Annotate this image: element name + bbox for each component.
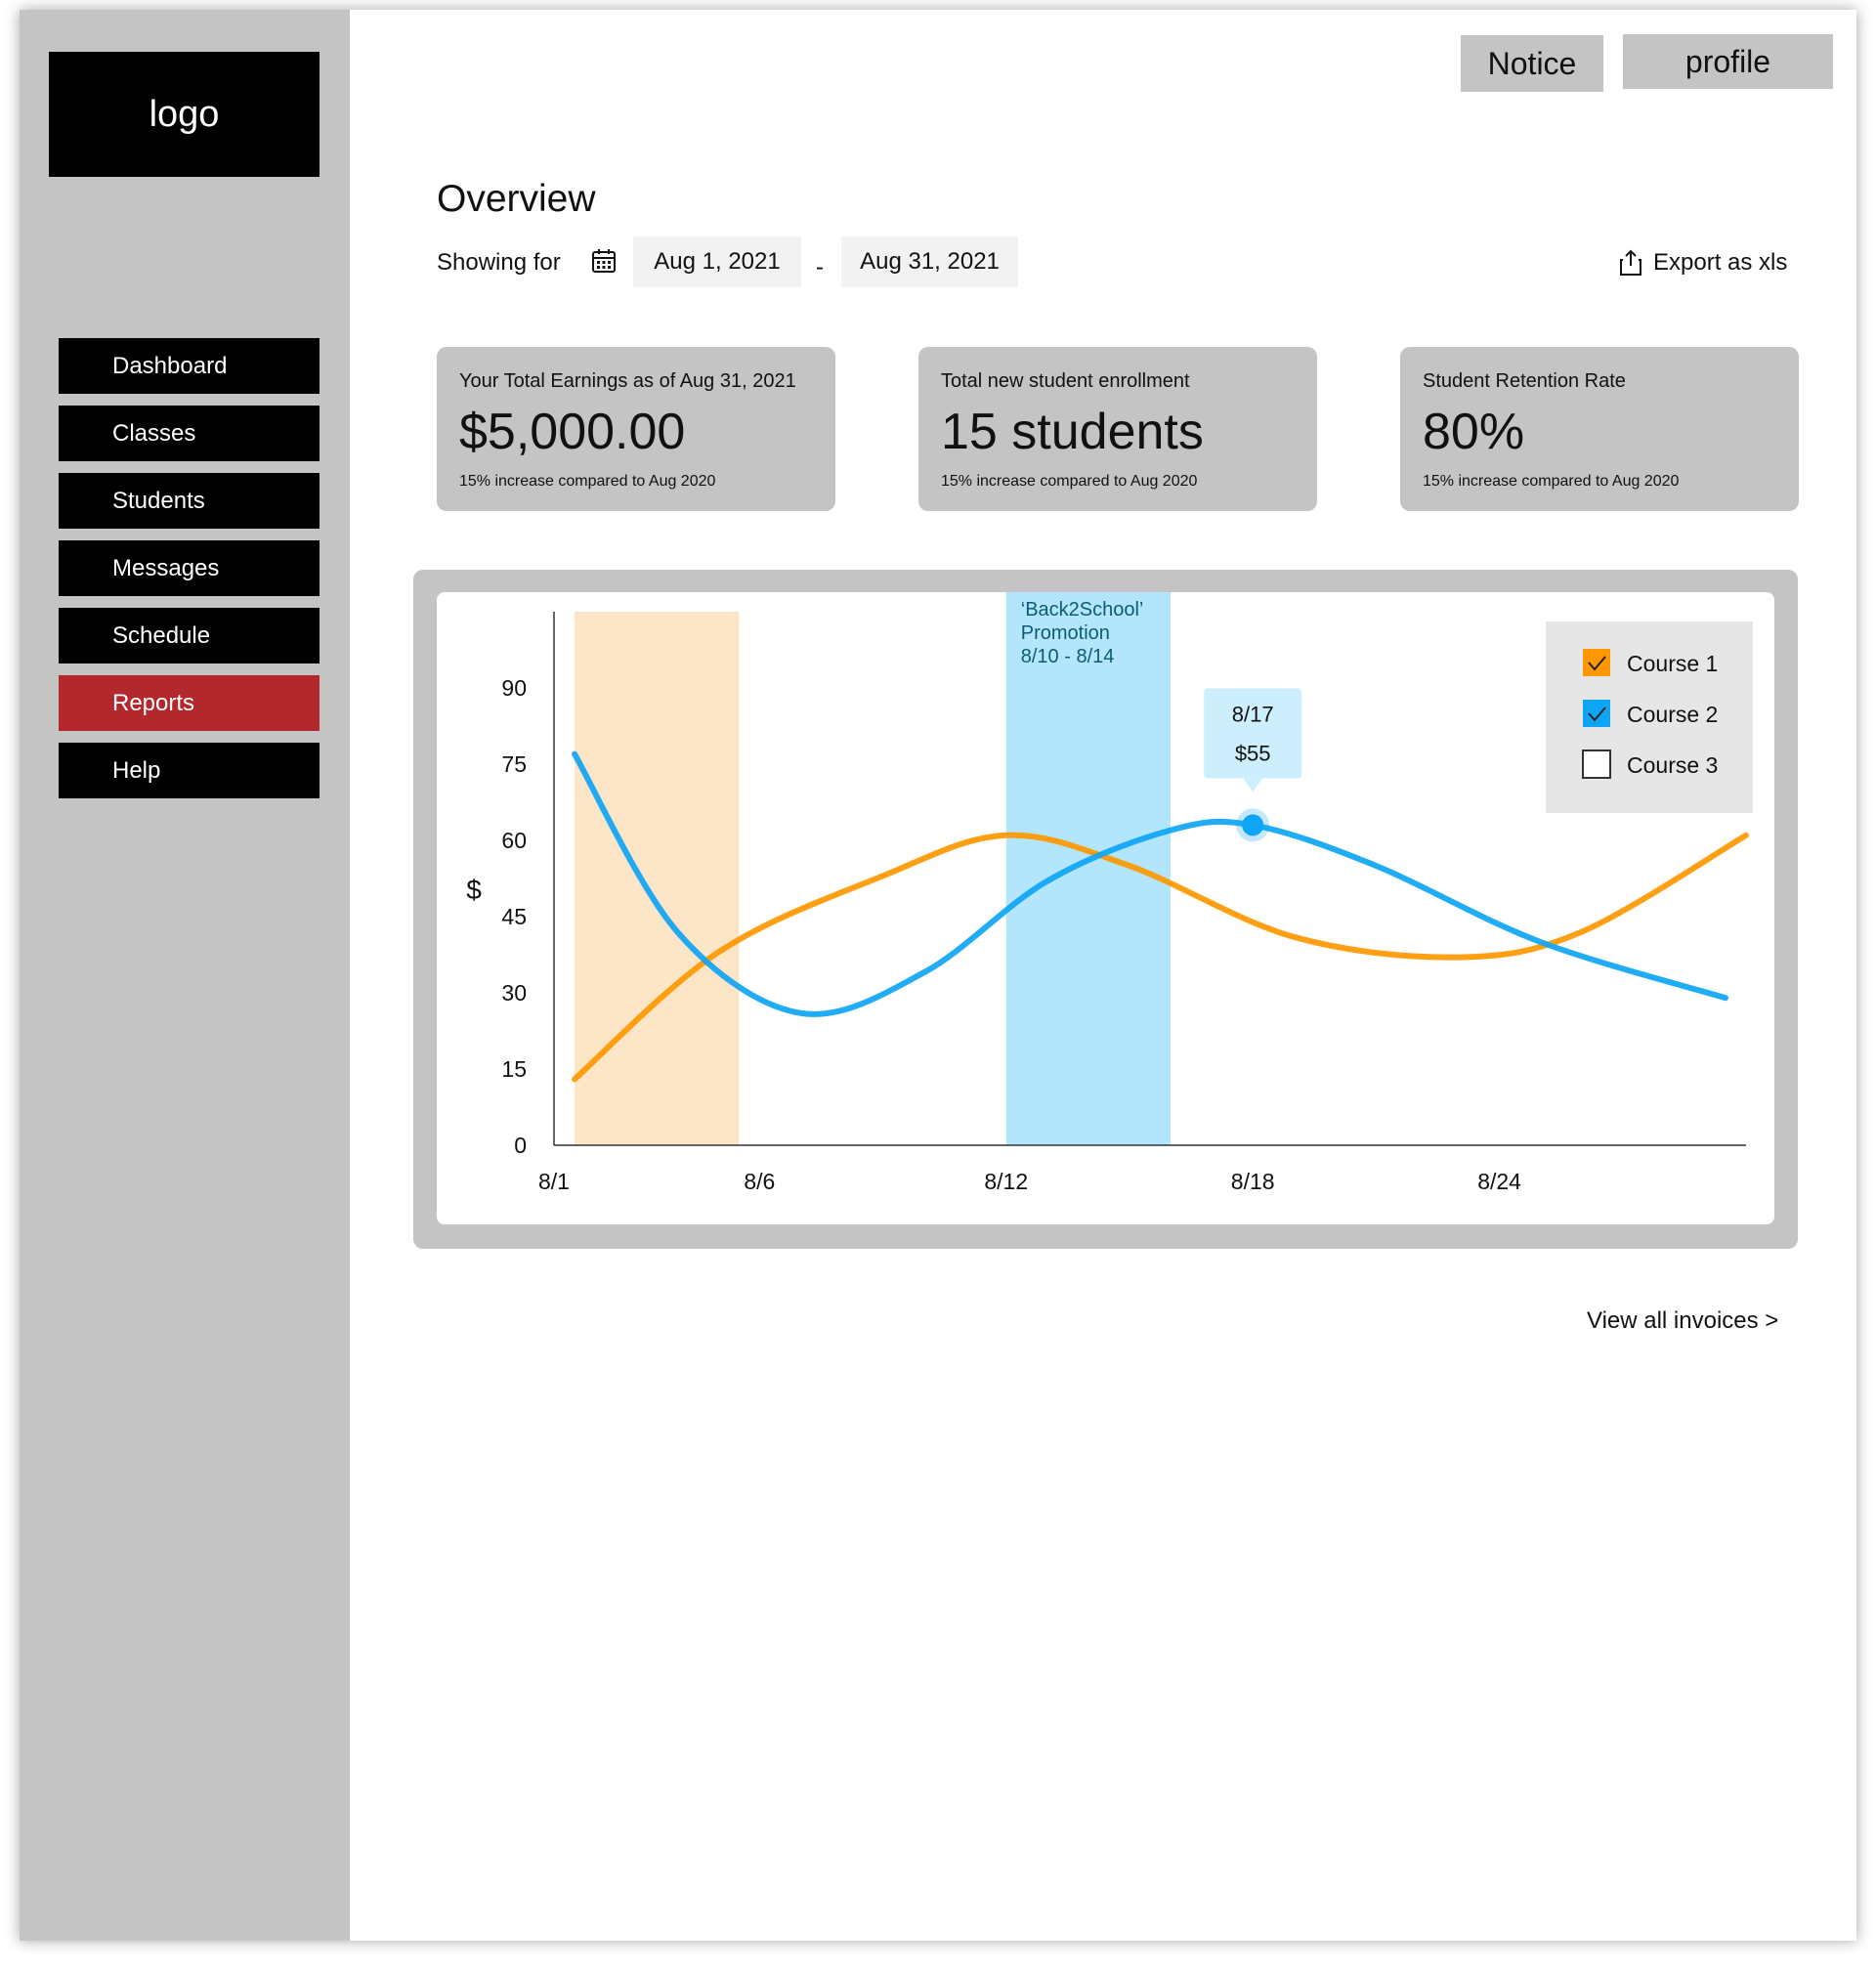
x-tick-label: 8/1 — [538, 1169, 570, 1194]
y-tick-label: 75 — [501, 751, 527, 777]
enrollment-card — [918, 347, 1317, 511]
promotion-band — [1006, 592, 1171, 1145]
profile-button[interactable]: profile — [1623, 34, 1833, 89]
highlight-band — [575, 612, 739, 1145]
x-tick-label: 8/24 — [1477, 1169, 1521, 1194]
end-date-field[interactable]: Aug 31, 2021 — [841, 236, 1018, 287]
y-tick-label: 15 — [501, 1056, 527, 1082]
date-separator: - — [816, 254, 824, 280]
showing-for-label: Showing for — [437, 249, 561, 276]
notice-button[interactable]: Notice — [1461, 35, 1603, 92]
chart-area — [437, 592, 1774, 1224]
export-xls-button[interactable] — [1618, 249, 1787, 277]
sidebar-item-dashboard[interactable]: Dashboard — [59, 338, 320, 394]
retention-note: 15% increase compared to Aug 2020 — [1423, 473, 1680, 490]
promotion-label: ‘Back2School’ — [1020, 599, 1144, 621]
export-label: Export as xls — [1653, 249, 1788, 276]
sidebar-item-messages[interactable]: Messages — [59, 540, 320, 596]
y-axis-label: $ — [466, 875, 482, 905]
earnings-label: Your Total Earnings as of Aug 31, 2021 — [459, 370, 796, 392]
page-title: Overview — [437, 178, 596, 220]
earnings-card — [437, 347, 835, 511]
sidebar — [20, 10, 350, 1941]
legend-checkbox-course-3[interactable] — [1583, 750, 1610, 778]
enrollment-label: Total new student enrollment — [941, 370, 1190, 392]
legend-label-course-1: Course 1 — [1627, 651, 1719, 676]
earnings-note: 15% increase compared to Aug 2020 — [459, 473, 716, 490]
y-tick-label: 30 — [501, 980, 527, 1006]
retention-card — [1400, 347, 1799, 511]
legend-label-course-2: Course 2 — [1627, 702, 1719, 727]
sidebar-item-help[interactable]: Help — [59, 743, 320, 798]
enrollment-value: 15 students — [941, 404, 1204, 460]
y-tick-label: 0 — [514, 1133, 527, 1158]
sidebar-item-schedule[interactable]: Schedule — [59, 608, 320, 664]
logo: logo — [49, 52, 320, 177]
tooltip-pointer — [1243, 778, 1262, 792]
x-tick-label: 8/18 — [1230, 1169, 1275, 1194]
sidebar-item-students[interactable]: Students — [59, 473, 320, 529]
x-tick-label: 8/12 — [984, 1169, 1029, 1194]
enrollment-note: 15% increase compared to Aug 2020 — [941, 473, 1198, 490]
tooltip-point[interactable] — [1242, 814, 1263, 835]
y-tick-label: 90 — [501, 675, 527, 701]
sidebar-item-reports[interactable]: Reports — [59, 675, 320, 731]
app-window — [20, 10, 1856, 1941]
promotion-label: Promotion — [1020, 622, 1110, 644]
retention-value: 80% — [1423, 404, 1525, 460]
legend-label-course-3: Course 3 — [1627, 752, 1719, 778]
tooltip-value: $55 — [1234, 741, 1271, 766]
sidebar-item-classes[interactable]: Classes — [59, 406, 320, 461]
promotion-label: 8/10 - 8/14 — [1020, 646, 1115, 667]
retention-label: Student Retention Rate — [1423, 370, 1626, 392]
view-all-invoices-link[interactable]: View all invoices > — [1587, 1307, 1779, 1334]
export-icon — [1618, 249, 1643, 277]
earnings-chart — [437, 592, 1774, 1224]
chart-panel — [413, 570, 1798, 1249]
legend-checkbox-course-2[interactable] — [1583, 700, 1610, 727]
sidebar-nav — [59, 338, 320, 810]
legend-checkbox-course-1[interactable] — [1583, 649, 1610, 676]
start-date-field[interactable]: Aug 1, 2021 — [633, 236, 801, 287]
x-tick-label: 8/6 — [744, 1169, 776, 1194]
earnings-value: $5,000.00 — [459, 404, 686, 460]
tooltip-date: 8/17 — [1231, 702, 1274, 727]
y-tick-label: 45 — [501, 904, 527, 929]
y-tick-label: 60 — [501, 828, 527, 853]
calendar-icon[interactable] — [591, 248, 617, 274]
